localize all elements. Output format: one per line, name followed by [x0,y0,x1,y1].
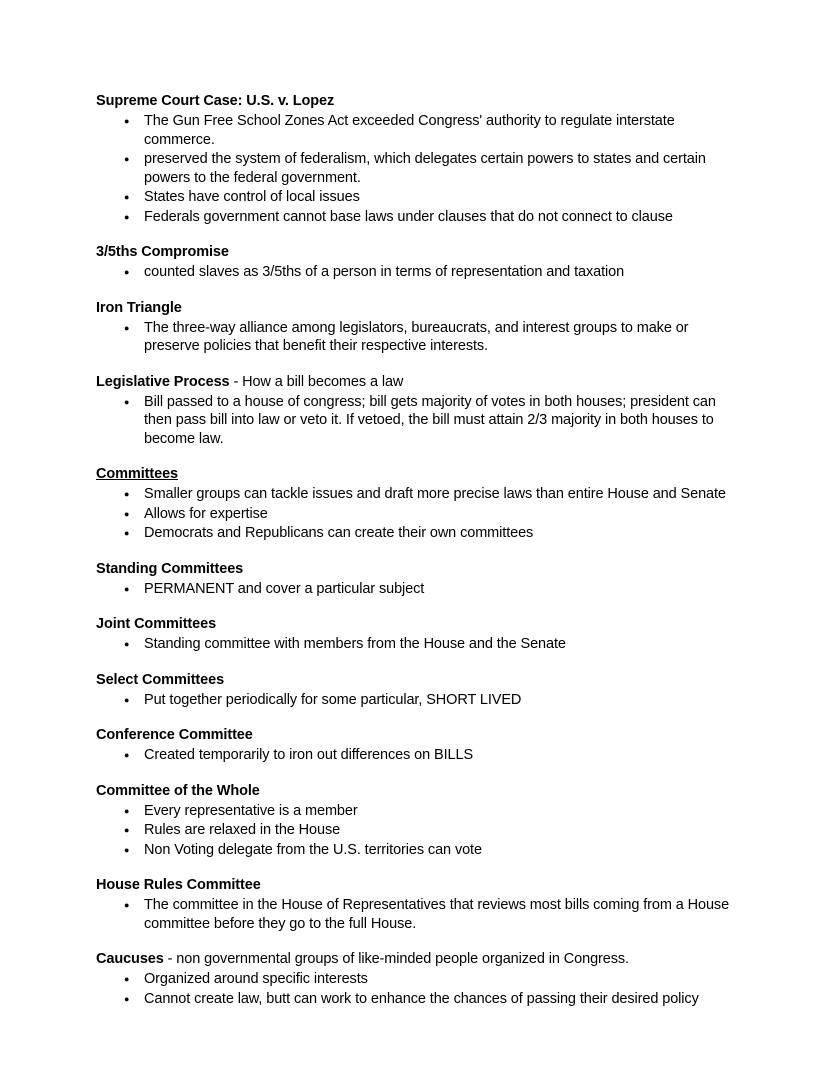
section-heading [96,92,732,111]
bullet-item: ● Federals government cannot base laws under clauses that do not connect to clause [96,208,732,227]
section-heading [96,726,732,745]
bullet-list [96,580,732,599]
section-heading-text: 3/5ths Compromise [96,244,229,260]
bullet-list [96,112,732,226]
notes-body [96,92,732,1008]
note-section [96,465,732,543]
bullet-list [96,746,732,765]
bullet-list [96,393,732,449]
bullet-item: ● The Gun Free School Zones Act exceeded Congress' authority to regulate interstate commerce. [96,112,732,149]
section-heading [96,950,732,969]
bullet-list [96,485,732,543]
section-heading [96,299,732,318]
bullet-item: ● Democrats and Republicans can create their own committees [96,524,732,543]
bullet-list [96,635,732,654]
bullet-item: ● Every representative is a member [96,802,732,821]
section-heading [96,373,732,392]
section-heading [96,243,732,262]
section-heading-text: Caucuses [96,951,164,967]
bullet-item: ● Smaller groups can tackle issues and draft more precise laws than entire House and Senate [96,485,732,504]
bullet-item: ● Standing committee with members from the House and the Senate [96,635,732,654]
section-heading-subtext: - How a bill becomes a law [229,373,404,390]
note-section [96,671,732,710]
note-section [96,782,732,860]
bullet-item: ● counted slaves as 3/5ths of a person in terms of representation and taxation [96,263,732,282]
bullet-item: ● PERMANENT and cover a particular subject [96,580,732,599]
section-heading-text: Conference Committee [96,727,253,743]
bullet-item: ● Bill passed to a house of congress; bill gets majority of votes in both houses; president can then pass bill into law or veto it. If vetoed, the bill must attain 2/3 majority in both houses to become law. [96,393,732,449]
bullet-item: ● The committee in the House of Representatives that reviews most bills coming from a House committee before they go to the full House. [96,896,732,933]
note-section [96,950,732,1008]
section-heading-text: Supreme Court Case: U.S. v. Lopez [96,93,335,109]
section-heading-text: Iron Triangle [96,299,182,316]
note-section [96,373,732,449]
bullet-item: ● preserved the system of federalism, which delegates certain powers to states and certain powers to the federal government. [96,150,732,187]
note-section [96,876,732,933]
bullet-list [96,896,732,933]
section-heading [96,671,732,690]
bullet-item: ● Put together periodically for some particular, SHORT LIVED [96,691,732,710]
bullet-item: ● Non Voting delegate from the U.S. territories can vote [96,841,732,860]
bullet-list [96,970,732,1008]
section-heading-text: Legislative Process [96,373,230,390]
bullet-item: ● Rules are relaxed in the House [96,821,732,840]
note-section [96,615,732,654]
bullet-list [96,802,732,860]
section-heading [96,782,732,801]
section-heading [96,465,732,484]
section-heading [96,615,732,634]
bullet-item: ● Cannot create law, butt can work to enhance the chances of passing their desired policy [96,990,732,1009]
section-heading-text: Standing Committees [96,560,244,577]
bullet-list [96,319,732,356]
note-section [96,560,732,599]
note-section [96,726,732,765]
section-heading [96,560,732,579]
section-heading-subtext: - non governmental groups of like-minded people organized in Congress. [163,951,629,967]
note-section [96,299,732,356]
section-heading-text: Committees [96,466,178,482]
bullet-item: ● The three-way alliance among legislators, bureaucrats, and interest groups to make or preserve policies that benefit their respective interests. [96,319,732,356]
bullet-item: ● Created temporarily to iron out differences on BILLS [96,746,732,765]
bullet-list [96,263,732,282]
section-heading-text: Joint Committees [96,616,217,632]
section-heading-text: House Rules Committee [96,877,261,893]
bullet-item: ● Allows for expertise [96,505,732,524]
note-section [96,243,732,282]
bullet-item: ● States have control of local issues [96,188,732,207]
section-heading-text: Committee of the Whole [96,782,260,799]
section-heading [96,876,732,895]
note-section [96,92,732,226]
bullet-item: ● Organized around specific interests [96,970,732,989]
bullet-list [96,691,732,710]
section-heading-text: Select Committees [96,671,225,688]
